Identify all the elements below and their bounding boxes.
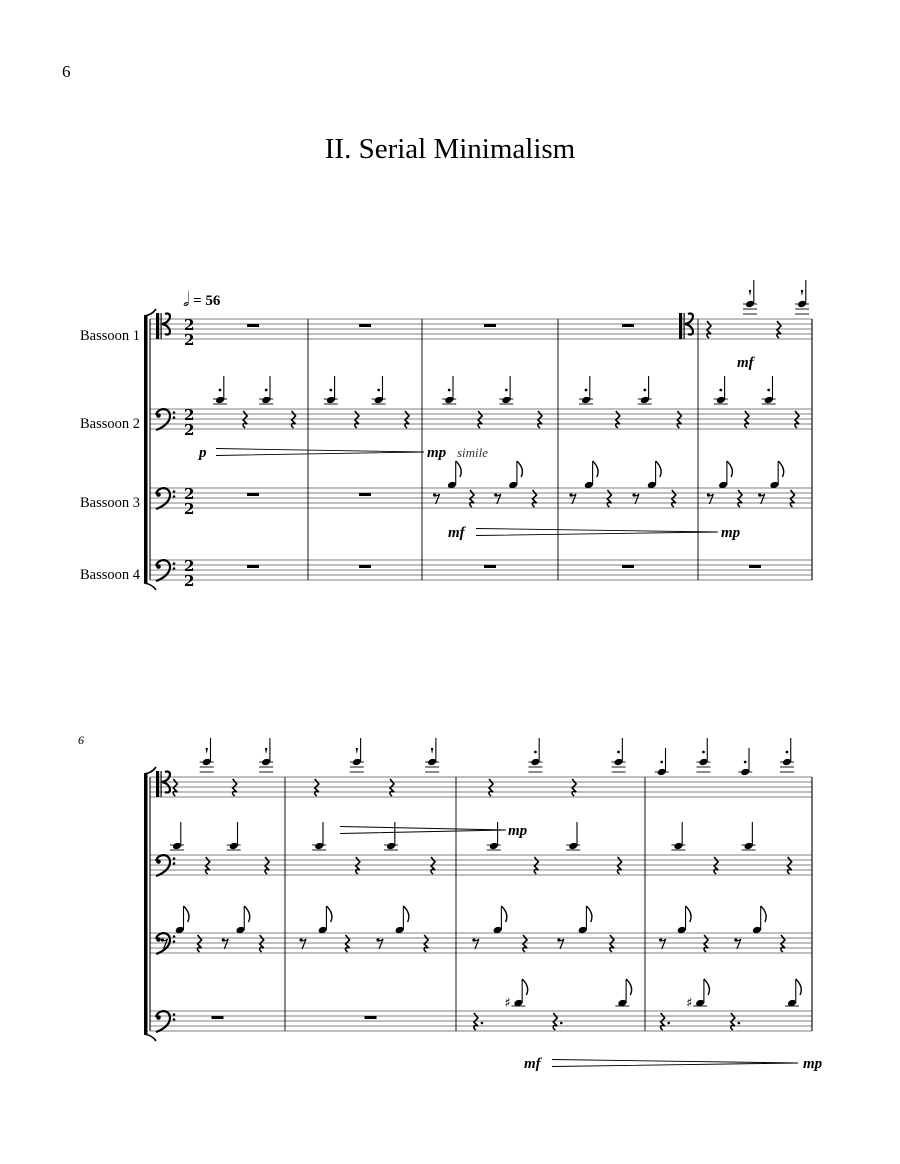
- bass-clef-dot: [173, 935, 176, 938]
- bass-clef-curve: [156, 488, 170, 509]
- note: [686, 979, 709, 1011]
- quarter-rest: [610, 935, 614, 952]
- note-flag: [244, 906, 250, 922]
- quarter-rest: [405, 411, 409, 428]
- bass-clef-dot: [156, 1015, 161, 1020]
- rest-dot: [481, 1022, 484, 1025]
- note-flag: [761, 906, 767, 922]
- sharp-accidental: ♯: [504, 996, 511, 1011]
- quarter-rest: [790, 490, 794, 507]
- quarter-rest: [523, 935, 527, 952]
- note: [499, 376, 513, 404]
- staccato-dot: [744, 761, 747, 764]
- staccato-dot: [617, 751, 620, 754]
- quarter-rest: [777, 321, 781, 338]
- note-flag: [456, 461, 462, 477]
- system-bracket: [144, 316, 148, 583]
- eighth-rest: [634, 494, 639, 504]
- rest-dot: [667, 1022, 670, 1025]
- bass-clef-dot: [156, 492, 161, 497]
- diminuendo-hairpin: [340, 827, 506, 834]
- note: [578, 906, 592, 934]
- notes: [170, 280, 809, 1011]
- bass-clef-dot: [173, 567, 176, 570]
- note: [259, 738, 273, 772]
- note: [584, 461, 598, 489]
- bass-clef-dot: [173, 416, 176, 419]
- note: [671, 822, 685, 850]
- part-label-bassoon-4: Bassoon 4: [79, 567, 140, 583]
- quarter-rest: [677, 411, 681, 428]
- quarter-rest: [260, 935, 264, 952]
- note: [493, 906, 507, 934]
- quarter-rest: [356, 857, 360, 874]
- quarter-rest: [738, 490, 742, 507]
- note-flag: [796, 979, 802, 995]
- bass-clef-curve: [156, 855, 170, 876]
- quarter-rest: [355, 411, 359, 428]
- whole-rest: [359, 565, 371, 568]
- note: [655, 748, 669, 776]
- note: [213, 376, 227, 404]
- staccatissimo-mark: [206, 748, 208, 754]
- eighth-rest: [496, 494, 501, 504]
- whole-rest: [247, 324, 259, 327]
- time-signature-b3: [184, 485, 194, 518]
- note-flag: [656, 461, 662, 477]
- note-flag: [586, 906, 592, 922]
- staccato-dot: [767, 389, 770, 392]
- quarter-rest: [704, 935, 708, 952]
- bass-clef-dot: [173, 1013, 176, 1016]
- time-signature-b1: [184, 316, 194, 349]
- quarter-rest: [707, 321, 711, 338]
- eighth-rest: [571, 494, 576, 504]
- staccatissimo-mark: [749, 290, 751, 296]
- measure-number: 6: [78, 733, 84, 747]
- quarter-rest: [672, 490, 676, 507]
- bass-clef-dot: [173, 857, 176, 860]
- note: [235, 906, 249, 934]
- quarter-rest: [233, 779, 237, 796]
- movement-title: II. Serial Minimalism: [324, 133, 576, 165]
- staccatissimo-mark: [265, 748, 267, 754]
- eighth-rest: [661, 939, 666, 949]
- whole-rest: [484, 565, 496, 568]
- staccato-dot: [719, 389, 722, 392]
- note: [170, 822, 184, 850]
- whole-rest: [359, 493, 371, 496]
- note-flag: [686, 906, 692, 922]
- note: [769, 461, 783, 489]
- note: [696, 738, 710, 772]
- hairpins: [216, 449, 798, 1067]
- note-flag: [403, 906, 409, 922]
- quarter-rest: [474, 1013, 478, 1030]
- c-clef-bar: [156, 771, 159, 797]
- note: [752, 906, 766, 934]
- eighth-rest: [474, 939, 479, 949]
- eighth-rest: [301, 939, 306, 949]
- c-clef-bar: [161, 313, 162, 339]
- bracket-hook: [144, 309, 156, 316]
- svg-text:2: 2: [184, 406, 195, 424]
- quarter-rest: [781, 935, 785, 952]
- whole-rest: [359, 324, 371, 327]
- bracket-hook: [144, 583, 156, 590]
- dynamic-b4-m9: mp: [803, 1056, 823, 1072]
- bass-clef-curve: [156, 560, 170, 581]
- bass-clef-dot: [173, 562, 176, 565]
- bass-clef-dot: [156, 564, 161, 569]
- svg-text:2: 2: [184, 331, 195, 349]
- staccatissimo-mark: [356, 748, 358, 754]
- c-clef-bar: [161, 771, 162, 797]
- note: [743, 280, 757, 314]
- quarter-rest: [173, 779, 177, 796]
- staccatissimo-mark: [431, 748, 433, 754]
- staccato-dot: [660, 761, 663, 764]
- staccato-dot: [534, 751, 537, 754]
- note: [785, 979, 801, 1007]
- note: [372, 376, 386, 404]
- note: [612, 738, 626, 772]
- quarter-rest: [292, 411, 296, 428]
- staccato-dot: [329, 389, 332, 392]
- bass-clef-icon: [156, 560, 175, 581]
- staccato-dot: [448, 389, 451, 392]
- note: [227, 822, 241, 850]
- note: [259, 376, 273, 404]
- eighth-rest: [760, 494, 765, 504]
- quarter-rest: [206, 857, 210, 874]
- quarter-rest: [745, 411, 749, 428]
- quarter-rest: [714, 857, 718, 874]
- c-clef-bar: [684, 313, 685, 339]
- whole-rest: [247, 493, 259, 496]
- quarter-rest: [198, 935, 202, 952]
- note: [487, 822, 501, 850]
- staccato-dot: [265, 389, 268, 392]
- note: [350, 738, 364, 772]
- staccato-dot: [643, 389, 646, 392]
- c-clef-bar: [679, 313, 682, 339]
- expression-simile: simile: [457, 445, 489, 460]
- bracket-hook: [144, 1034, 156, 1041]
- note: [425, 738, 439, 772]
- note: [615, 979, 631, 1007]
- svg-text:2: 2: [184, 500, 195, 518]
- diminuendo-hairpin: [552, 1060, 798, 1067]
- half-note-icon: 𝅗𝅥: [183, 289, 190, 311]
- part-label-bassoon-3: Bassoon 3: [79, 495, 140, 511]
- bass-clef-dot: [156, 413, 161, 418]
- quarter-rest: [265, 857, 269, 874]
- eighth-rest: [223, 939, 228, 949]
- bass-clef-dot: [173, 490, 176, 493]
- bass-clef-dot: [173, 1018, 176, 1021]
- quarter-rest: [431, 857, 435, 874]
- note: [579, 376, 593, 404]
- whole-rest: [749, 565, 761, 568]
- staccato-dot: [219, 389, 222, 392]
- dynamic-b4-m8: mf: [524, 1056, 541, 1072]
- note: [324, 376, 338, 404]
- note: [312, 822, 326, 850]
- whole-rest: [622, 565, 634, 568]
- bass-clef-dot: [173, 495, 176, 498]
- note-flag: [704, 979, 710, 995]
- quarter-rest: [616, 411, 620, 428]
- staccato-dot: [505, 389, 508, 392]
- quarter-rest: [538, 411, 542, 428]
- whole-rest: [484, 324, 496, 327]
- tenor-clef-icon: [679, 313, 693, 339]
- note: [677, 906, 691, 934]
- quarter-rest: [470, 490, 474, 507]
- quarter-rest: [532, 490, 536, 507]
- whole-rest: [247, 565, 259, 568]
- quarter-rest: [243, 411, 247, 428]
- bass-clef-dot: [173, 862, 176, 865]
- svg-text:2: 2: [184, 485, 195, 503]
- bass-clef-dot: [173, 940, 176, 943]
- svg-text:2: 2: [184, 421, 195, 439]
- note: [442, 376, 456, 404]
- note-flag: [326, 906, 332, 922]
- note-flag: [522, 979, 528, 995]
- staccato-dot: [377, 389, 380, 392]
- quarter-rest: [788, 857, 792, 874]
- dynamic-b1-m8: mp: [508, 823, 528, 839]
- note: [175, 906, 189, 934]
- quarter-rest: [795, 411, 799, 428]
- bass-clef-dot: [156, 937, 161, 942]
- page-number: 6: [62, 62, 71, 81]
- tempo-value: = 56: [193, 293, 221, 309]
- note: [714, 376, 728, 404]
- eighth-rest: [378, 939, 383, 949]
- quarter-rest: [390, 779, 394, 796]
- staccatissimo-mark: [801, 290, 803, 296]
- whole-rest: [365, 1016, 377, 1019]
- time-signature-b2: [184, 406, 194, 439]
- c-clef-bar: [156, 313, 159, 339]
- note: [395, 906, 409, 934]
- time-signature-b4: [184, 557, 194, 590]
- note: [718, 461, 732, 489]
- quarter-rest: [346, 935, 350, 952]
- quarter-rest: [489, 779, 493, 796]
- note: [738, 748, 752, 776]
- clefs: [156, 313, 693, 1032]
- staccato-dot: [585, 389, 588, 392]
- dynamic-b2-m3: mp: [427, 445, 447, 461]
- sharp-accidental: ♯: [686, 996, 693, 1011]
- svg-text:2: 2: [184, 572, 195, 590]
- rest-dot: [560, 1022, 563, 1025]
- rest-dot: [738, 1022, 741, 1025]
- note: [318, 906, 332, 934]
- quarter-rest: [607, 490, 611, 507]
- bass-clef-icon: [156, 409, 175, 430]
- staves: [150, 319, 812, 1031]
- quarter-rest: [617, 857, 621, 874]
- note-flag: [501, 906, 507, 922]
- diminuendo-hairpin: [216, 449, 424, 456]
- quarter-rest: [534, 857, 538, 874]
- note: [200, 738, 214, 772]
- quarter-rest: [553, 1013, 557, 1030]
- bracket-hook: [144, 767, 156, 774]
- note: [742, 822, 756, 850]
- whole-rest: [622, 324, 634, 327]
- part-label-bassoon-2: Bassoon 2: [79, 416, 140, 432]
- dynamic-b3-m3: mf: [448, 525, 465, 541]
- bass-clef-icon: [156, 488, 175, 509]
- tenor-clef-icon: [156, 313, 170, 339]
- quarter-rest: [315, 779, 319, 796]
- note: [647, 461, 661, 489]
- diminuendo-hairpin: [476, 529, 718, 536]
- quarter-rest: [572, 779, 576, 796]
- bass-clef-icon: [156, 855, 175, 876]
- bass-clef-dot: [173, 411, 176, 414]
- note: [566, 822, 580, 850]
- note: [504, 979, 527, 1011]
- bass-clef-icon: [156, 1011, 175, 1032]
- note: [762, 376, 776, 404]
- eighth-rest: [736, 939, 741, 949]
- staccato-dot: [786, 751, 789, 754]
- dynamic-b1-m5: mf: [737, 355, 754, 371]
- bass-clef-curve: [156, 1011, 170, 1032]
- bass-clef-curve: [156, 409, 170, 430]
- rests: [161, 321, 799, 1030]
- dynamic-b2-start: p: [199, 445, 207, 461]
- eighth-rest: [708, 494, 713, 504]
- note: [508, 461, 522, 489]
- quarter-rest: [478, 411, 482, 428]
- note: [638, 376, 652, 404]
- note-flag: [778, 461, 784, 477]
- part-label-bassoon-1: Bassoon 1: [79, 328, 140, 344]
- note-flag: [184, 906, 190, 922]
- quarter-rest: [661, 1013, 665, 1030]
- system-bracket: [144, 774, 148, 1034]
- dynamic-b3-m5: mp: [721, 525, 741, 541]
- quarter-rest: [731, 1013, 735, 1030]
- svg-text:2: 2: [184, 557, 195, 575]
- bass-clef-curve: [156, 933, 170, 954]
- quarter-rest: [424, 935, 428, 952]
- note-flag: [727, 461, 733, 477]
- note-flag: [517, 461, 523, 477]
- note: [528, 738, 542, 772]
- svg-text:2: 2: [184, 316, 195, 334]
- note: [384, 822, 398, 850]
- eighth-rest: [435, 494, 440, 504]
- whole-rest: [212, 1016, 224, 1019]
- note: [780, 738, 794, 772]
- note: [447, 461, 461, 489]
- tenor-clef-icon: [156, 771, 170, 797]
- note: [795, 280, 809, 314]
- staccato-dot: [702, 751, 705, 754]
- note-flag: [593, 461, 599, 477]
- note-flag: [626, 979, 632, 995]
- eighth-rest: [559, 939, 564, 949]
- bass-clef-dot: [156, 859, 161, 864]
